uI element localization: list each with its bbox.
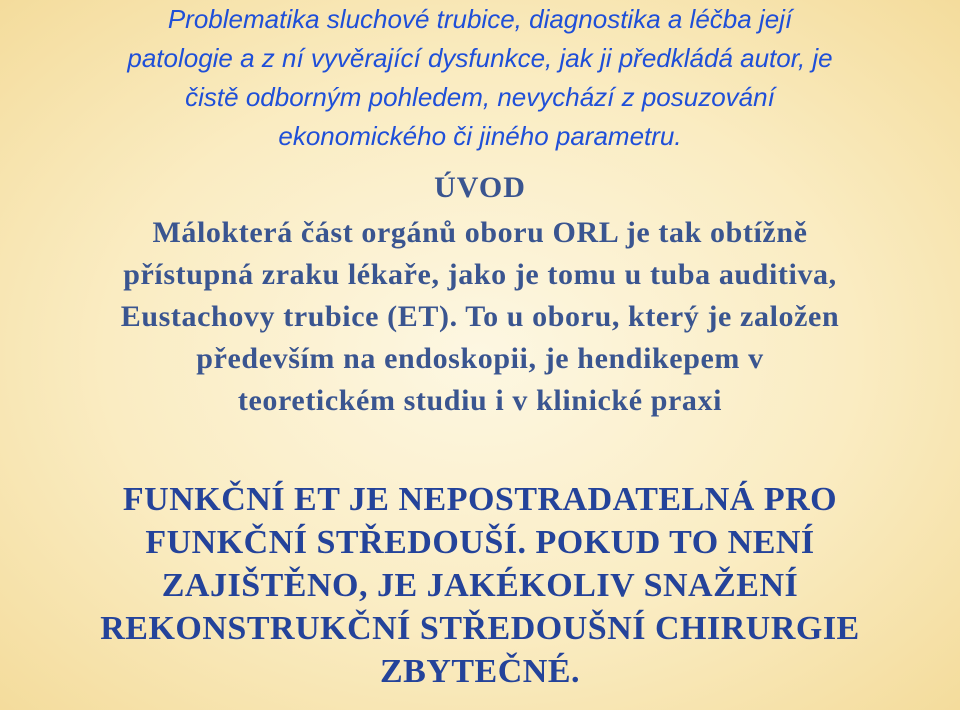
conclusion-line-2: FUNKČNÍ STŘEDOUŠÍ. POKUD TO NENÍ: [145, 524, 815, 561]
body-line-5: teoretickém studiu i v klinické praxi: [237, 384, 723, 417]
intro-line-3: čistě odborným pohledem, nevychází z posuzování: [185, 82, 775, 112]
conclusion-line-3: ZAJIŠTĚNO, JE JAKÉKOLIV SNAŽENÍ: [161, 567, 799, 604]
conclusion-line-5: ZBYTEČNÉ.: [379, 653, 581, 690]
body-paragraph: [30, 212, 930, 422]
conclusion-line-4: REKONSTRUKČNÍ STŘEDOUŠNÍ CHIRURGIE: [100, 610, 860, 647]
intro-line-4: ekonomického či jiného parametru.: [278, 121, 682, 151]
intro-line-2: patologie a z ní vyvěrající dysfunkce, jak ji předkládá autor, je: [127, 43, 833, 73]
conclusion-paragraph: [20, 478, 940, 693]
intro-paragraph: [60, 0, 900, 156]
intro-line-1: Problematika sluchové trubice, diagnostika a léčba její: [167, 4, 793, 34]
conclusion-line-1: FUNKČNÍ ET JE NEPOSTRADATELNÁ PRO: [122, 481, 838, 518]
body-line-2: přístupná zraku lékaře, jako je tomu u tuba auditiva,: [123, 258, 837, 291]
body-line-4: především na endoskopii, je hendikepem v: [196, 342, 764, 375]
body-line-1: Málokterá část orgánů oboru ORL je tak obtížně: [152, 216, 808, 249]
section-heading: ÚVOD: [434, 171, 526, 204]
body-line-3: Eustachovy trubice (ET). To u oboru, který je založen: [120, 300, 840, 333]
